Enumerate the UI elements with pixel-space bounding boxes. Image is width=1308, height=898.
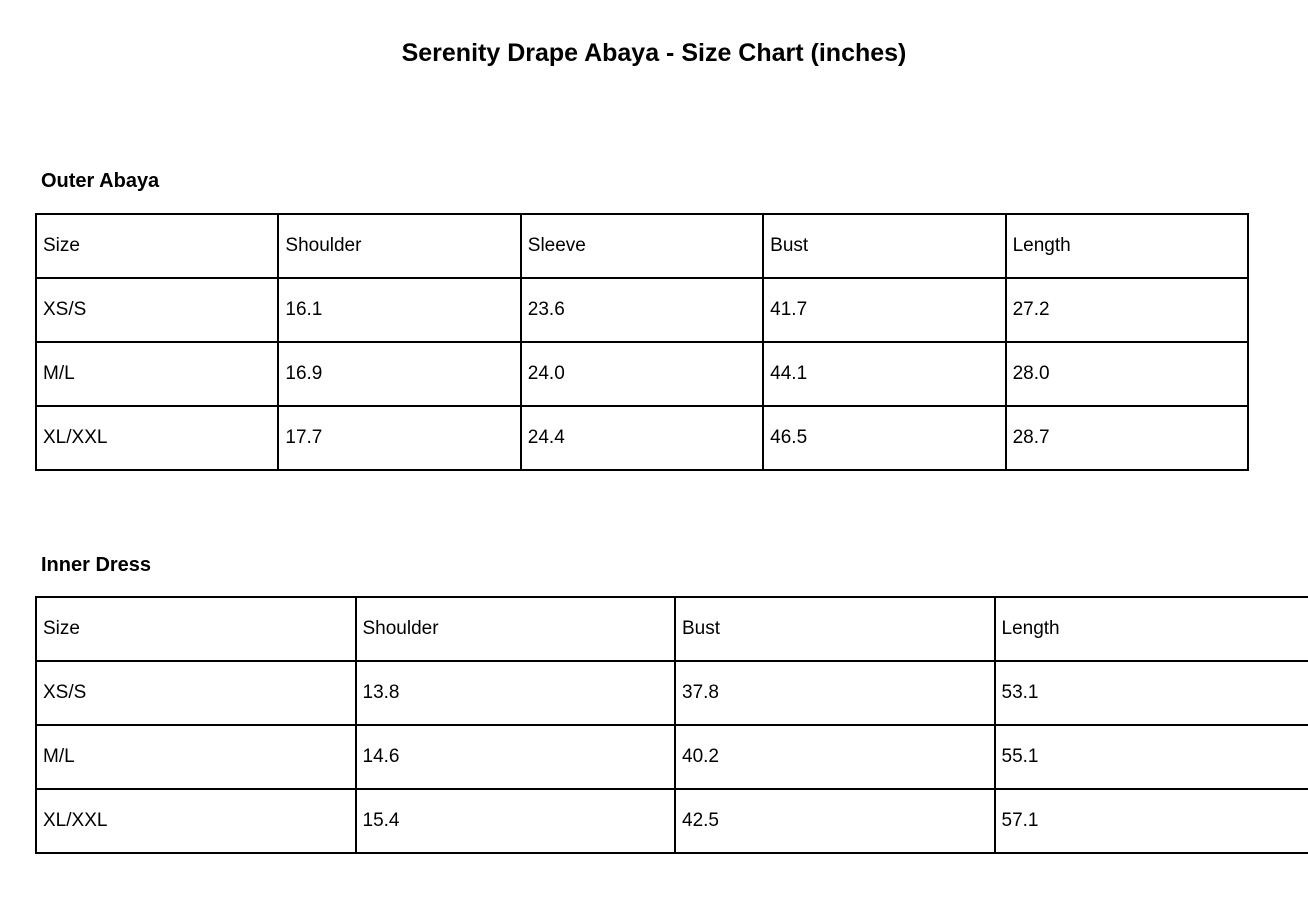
inner-dress-heading: Inner Dress xyxy=(41,554,152,576)
table-row xyxy=(36,725,1308,789)
shoulder-cell: 14.6 xyxy=(356,725,676,789)
length-cell: 28.0 xyxy=(1006,342,1248,406)
inner-dress-table xyxy=(35,596,1308,854)
size-cell: XL/XXL xyxy=(36,789,356,853)
column-header-length: Length xyxy=(1006,214,1248,278)
shoulder-cell: 16.9 xyxy=(278,342,520,406)
sleeve-cell: 24.0 xyxy=(521,342,763,406)
size-cell: XS/S xyxy=(36,661,356,725)
column-header-size: Size xyxy=(36,597,356,661)
sleeve-cell: 23.6 xyxy=(521,278,763,342)
bust-cell: 41.7 xyxy=(763,278,1005,342)
column-header-bust: Bust xyxy=(675,597,995,661)
outer-abaya-table xyxy=(35,213,1249,471)
shoulder-cell: 17.7 xyxy=(278,406,520,470)
size-cell: M/L xyxy=(36,725,356,789)
bust-cell: 40.2 xyxy=(675,725,995,789)
size-cell: XL/XXL xyxy=(36,406,278,470)
table-row xyxy=(36,406,1248,470)
table-row xyxy=(36,789,1308,853)
table-header-row xyxy=(36,214,1248,278)
page-title: Serenity Drape Abaya - Size Chart (inches) xyxy=(401,39,907,67)
size-cell: XS/S xyxy=(36,278,278,342)
table-row xyxy=(36,342,1248,406)
table-header-row xyxy=(36,597,1308,661)
length-cell: 55.1 xyxy=(995,725,1308,789)
column-header-size: Size xyxy=(36,214,278,278)
column-header-shoulder: Shoulder xyxy=(356,597,676,661)
bust-cell: 37.8 xyxy=(675,661,995,725)
shoulder-cell: 16.1 xyxy=(278,278,520,342)
length-cell: 27.2 xyxy=(1006,278,1248,342)
table-row xyxy=(36,661,1308,725)
bust-cell: 44.1 xyxy=(763,342,1005,406)
bust-cell: 42.5 xyxy=(675,789,995,853)
column-header-sleeve: Sleeve xyxy=(521,214,763,278)
table-row xyxy=(36,278,1248,342)
length-cell: 57.1 xyxy=(995,789,1308,853)
shoulder-cell: 15.4 xyxy=(356,789,676,853)
column-header-length: Length xyxy=(995,597,1308,661)
size-cell: M/L xyxy=(36,342,278,406)
sleeve-cell: 24.4 xyxy=(521,406,763,470)
column-header-bust: Bust xyxy=(763,214,1005,278)
column-header-shoulder: Shoulder xyxy=(278,214,520,278)
shoulder-cell: 13.8 xyxy=(356,661,676,725)
length-cell: 53.1 xyxy=(995,661,1308,725)
outer-abaya-heading: Outer Abaya xyxy=(41,170,160,192)
bust-cell: 46.5 xyxy=(763,406,1005,470)
length-cell: 28.7 xyxy=(1006,406,1248,470)
